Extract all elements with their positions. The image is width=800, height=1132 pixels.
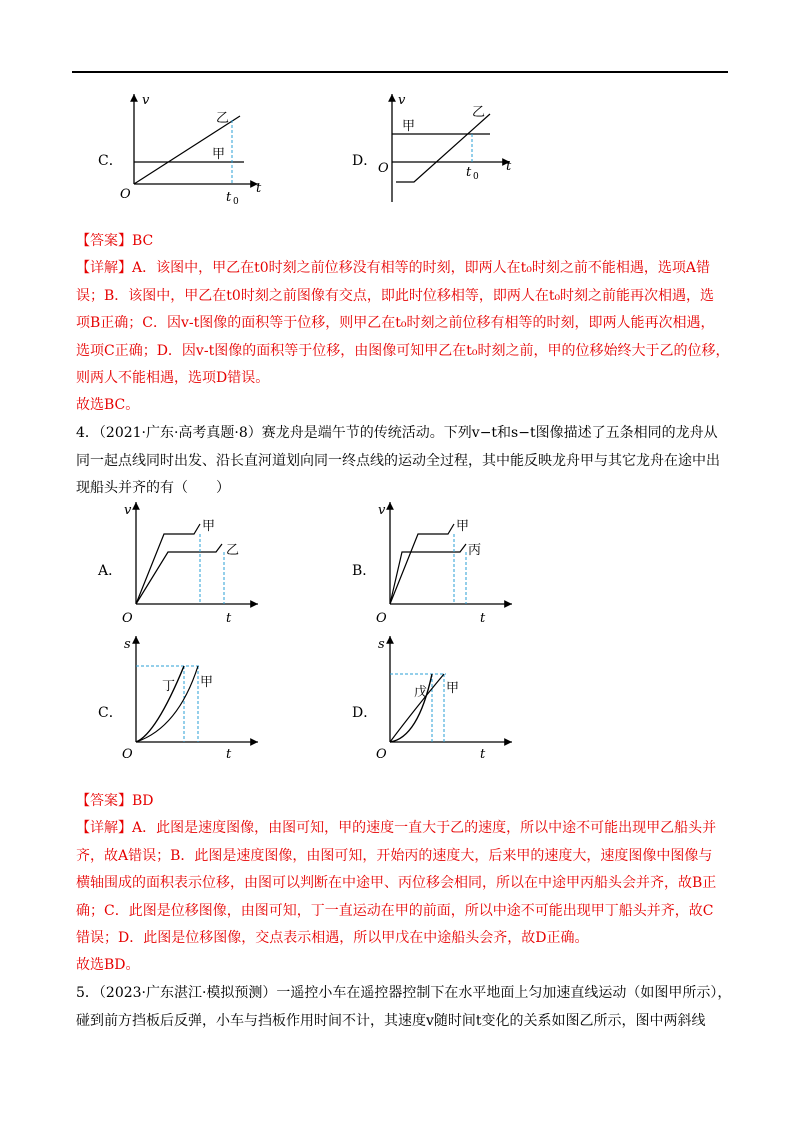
q4a-curve-1: 甲 bbox=[202, 519, 216, 534]
q3c-t0: t bbox=[226, 190, 232, 205]
q3-graph-c bbox=[110, 88, 280, 210]
q4d-curve-2: 甲 bbox=[446, 681, 460, 696]
q4a-axis-y: v bbox=[124, 503, 132, 518]
q3c-origin: O bbox=[120, 187, 131, 202]
q4-option-d-label: D． bbox=[352, 705, 378, 721]
q4a-origin: O bbox=[122, 611, 133, 626]
q3-detail bbox=[76, 255, 732, 393]
q3-conclusion: 故选BC。 bbox=[76, 397, 140, 413]
q4-graph-b bbox=[366, 496, 526, 628]
q4a-axis-x: t bbox=[226, 611, 232, 626]
q3d-axis-v: v bbox=[398, 93, 406, 108]
q3-answer: 【答案】BC bbox=[76, 233, 154, 249]
q4-detail-line: 横轴围成的面积表示位移，由图可以判断在中途甲、丙位移会相同，所以在中途甲丙船头会并齐，故B正 bbox=[76, 875, 717, 891]
q4-question bbox=[76, 420, 732, 503]
q4-option-c-label: C． bbox=[98, 705, 123, 721]
header-rule bbox=[72, 71, 728, 73]
q3-detail-line: 误；B．该图中，甲乙在t0时刻之前图像有交点，即此时位移相等，即两人在t₀时刻之前能再次相遇，选 bbox=[76, 287, 715, 304]
q4d-curve-1: 戊 bbox=[414, 685, 428, 700]
q4b-origin: O bbox=[376, 611, 387, 626]
q3-graph-d bbox=[372, 88, 542, 210]
q3c-t0-sub: 0 bbox=[233, 197, 239, 207]
q4-question-line: 同一起点线同时出发、沿长直河道划向同一终点线的运动全过程，其中能反映龙舟甲与其它龙舟在途中出 bbox=[76, 452, 720, 469]
q3c-curve-yi: 乙 bbox=[216, 111, 230, 126]
q3-option-d-label: D． bbox=[352, 153, 378, 169]
q4-graph-c bbox=[112, 630, 272, 768]
q3d-axis-t: t bbox=[506, 159, 512, 174]
q4-graph-a bbox=[112, 496, 272, 628]
q3-detail-line: 【详解】A．该图中，甲乙在t0时刻之前位移没有相等的时刻，即两人在t₀时刻之前不能相遇，选项A错 bbox=[76, 260, 710, 276]
q3d-curve-jia: 甲 bbox=[402, 119, 416, 134]
q4d-axis-x: t bbox=[480, 747, 486, 762]
q4-detail bbox=[76, 815, 732, 953]
q3c-axis-t: t bbox=[256, 181, 262, 196]
q3-detail-line: 则两人不能相遇，选项D错误。 bbox=[76, 370, 270, 386]
q4-detail-line: 确；C．此图是位移图像，由图可知，丁一直运动在甲的前面，所以中途不可能出现甲丁船头并齐，故C bbox=[76, 902, 714, 919]
q3d-curve-yi: 乙 bbox=[472, 105, 486, 120]
q3c-axis-v: v bbox=[142, 93, 150, 108]
q4b-curve-1: 甲 bbox=[456, 519, 470, 534]
q5-question-line: 5．（2023·广东湛江·模拟预测）一遥控小车在遥控器控制下在水平地面上匀加速直线运动（如图甲所示）， bbox=[76, 985, 732, 1001]
q4b-axis-x: t bbox=[480, 611, 486, 626]
q5-question-line: 碰到前方挡板后反弹，小车与挡板作用时间不计，其速度v随时间t变化的关系如图乙所示，图中两斜线 bbox=[76, 1012, 706, 1029]
q4c-curve-1: 丁 bbox=[162, 679, 176, 694]
q4c-axis-y: s bbox=[124, 637, 131, 652]
q3d-t0: t bbox=[466, 165, 472, 180]
q4c-curve-2: 甲 bbox=[200, 675, 214, 690]
q4c-origin: O bbox=[122, 747, 133, 762]
q4-detail-line: 【详解】A．此图是速度图像，由图可知，甲的速度一直大于乙的速度，所以中途不可能出现甲乙船头并 bbox=[76, 820, 717, 836]
q4-question-line: 4．（2021·广东·高考真题·8）赛龙舟是端午节的传统活动。下列v−t和s−t图像描述了五条相同的龙舟从 bbox=[76, 425, 718, 441]
q4b-axis-y: v bbox=[378, 503, 386, 518]
q3d-t0-sub: 0 bbox=[473, 172, 479, 182]
q3-detail-line: 选项C正确；D．因v-t图像的面积等于位移，由图像可知甲乙在t₀时刻之前，甲的位移始终大于乙的位移， bbox=[76, 342, 730, 359]
q3d-origin: O bbox=[378, 161, 389, 176]
q4-option-b-label: B． bbox=[352, 563, 377, 579]
q4-conclusion: 故选BD。 bbox=[76, 957, 140, 973]
q3c-curve-jia: 甲 bbox=[212, 147, 226, 162]
q4-answer: 【答案】BD bbox=[76, 793, 154, 809]
q4d-axis-y: s bbox=[378, 637, 385, 652]
q4b-curve-2: 丙 bbox=[468, 543, 482, 558]
q4-option-a-label: A． bbox=[98, 563, 123, 579]
q4c-axis-x: t bbox=[226, 747, 232, 762]
q4-detail-line: 错误；D．此图是位移图像，交点表示相遇，所以甲戊在中途船头会齐，故D正确。 bbox=[76, 930, 589, 946]
q4d-origin: O bbox=[376, 747, 387, 762]
q4a-curve-2: 乙 bbox=[226, 543, 240, 558]
q4-question-line: 现船头并齐的有（ ） bbox=[76, 480, 230, 496]
q5-question bbox=[76, 980, 732, 1035]
q3-detail-line: 项B正确；C．因v-t图像的面积等于位移，则甲乙在t₀时刻之前位移有相等的时刻，即两人能再次相遇， bbox=[76, 315, 715, 331]
q3-option-c-label: C． bbox=[98, 153, 123, 169]
q4-detail-line: 齐，故A错误；B．此图是速度图像，由图可知，开始丙的速度大，后来甲的速度大，速度图像中图像与 bbox=[76, 847, 713, 864]
q4-graph-d bbox=[366, 630, 526, 768]
